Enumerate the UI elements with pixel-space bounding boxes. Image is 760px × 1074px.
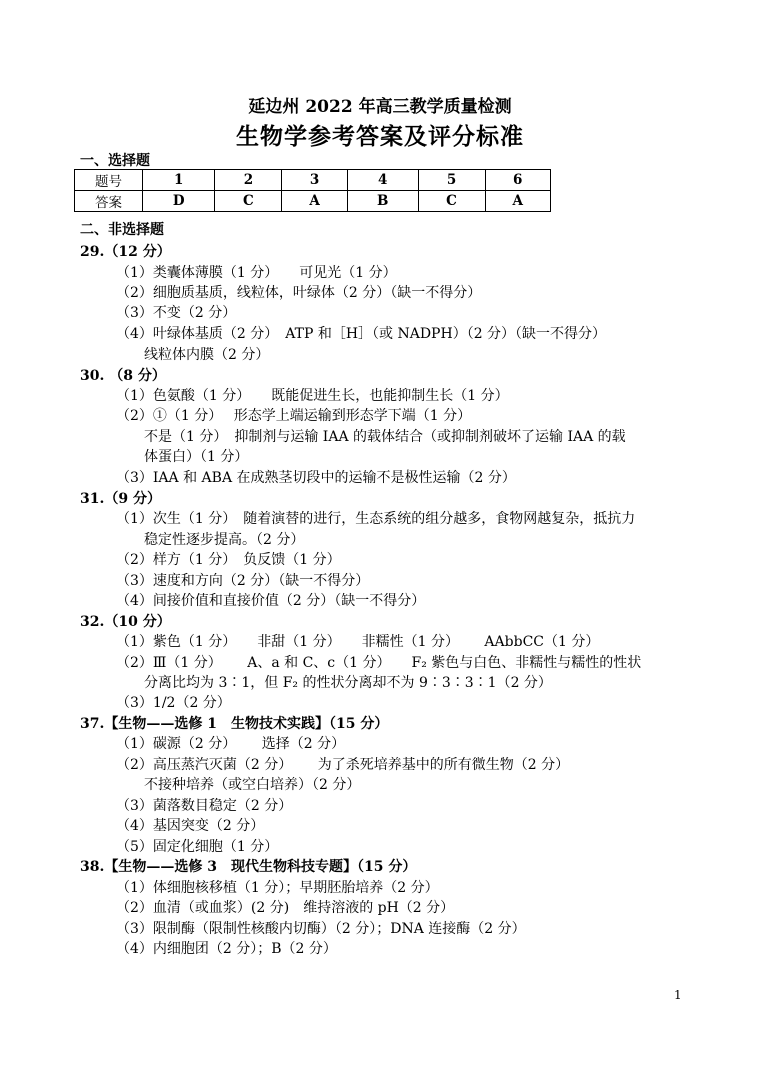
answer-line: 分离比均为 3∶1，但 F₂ 的性状分离却不为 9∶3∶3∶1（2 分） <box>144 675 552 691</box>
document-subtitle: 生物学参考答案及评分标准 <box>236 123 524 150</box>
question-32-heading: 32.（10 分） <box>80 614 171 630</box>
answer-line: （3）菌落数目稳定（2 分） <box>116 798 293 814</box>
answer-line: （2）细胞质基质，线粒体，叶绿体（2 分）（缺一不得分） <box>116 285 482 301</box>
answer-line: （2）高压蒸汽灭菌（2 分） 为了杀死培养基中的所有微生物（2 分） <box>116 757 570 773</box>
answer-line: （2）血清（或血浆）(2 分) 维持溶液的 pH（2 分） <box>116 900 455 916</box>
page-number: 1 <box>674 988 682 1002</box>
table-cell: A <box>485 191 550 212</box>
table-cell: A <box>282 191 347 212</box>
section-heading-choice: 一、选择题 <box>80 153 150 169</box>
question-37-heading: 37.【生物——选修 1 生物技术实践】（15 分） <box>80 716 389 732</box>
table-cell: D <box>143 191 215 212</box>
answer-line: （1）碳源（2 分） 选择（2 分） <box>116 736 346 752</box>
table-cell: 6 <box>485 170 550 191</box>
table-cell: 1 <box>143 170 215 191</box>
answer-line: （3）速度和方向（2 分）（缺一不得分） <box>116 573 370 589</box>
answer-line: （2）样方（1 分） 负反馈（1 分） <box>116 552 341 568</box>
table-cell: 2 <box>215 170 282 191</box>
section-heading-nonchoice: 二、非选择题 <box>80 222 164 238</box>
table-cell: C <box>215 191 282 212</box>
answer-line: 体蛋白）（1 分） <box>144 449 249 465</box>
table-cell: 4 <box>347 170 418 191</box>
question-38-heading: 38.【生物——选修 3 现代生物科技专题】（15 分） <box>80 859 417 875</box>
question-29-heading: 29.（12 分） <box>80 244 171 260</box>
answer-line: 线粒体内膜（2 分） <box>144 347 270 363</box>
answer-line: 稳定性逐步提高。（2 分） <box>144 532 305 548</box>
answer-line: （4）叶绿体基质（2 分） ATP 和［H］（或 NADPH）（2 分）（缺一不得分） <box>116 326 607 342</box>
question-30-heading: 30. （8 分） <box>80 368 166 384</box>
table-cell: 5 <box>418 170 485 191</box>
answer-line: 不是（1 分） 抑制剂与运输 IAA 的载体结合（或抑制剂破坏了运输 IAA 的载 <box>144 429 626 445</box>
answer-line: （4）内细胞团（2 分）；B（2 分） <box>116 941 337 957</box>
table-row <box>75 191 551 212</box>
document-title: 延边州 2022 年高三教学质量检测 <box>248 97 512 117</box>
table-row-head: 题号 <box>75 170 143 191</box>
answer-line: （3）IAA 和 ABA 在成熟茎切段中的运输不是极性运输（2 分） <box>116 470 516 486</box>
table-row <box>75 170 551 191</box>
answer-line: （5）固定化细胞（1 分） <box>116 839 279 855</box>
answer-line: （3）1/2（2 分） <box>116 695 231 711</box>
table-cell: C <box>418 191 485 212</box>
answer-line: （4）基因突变（2 分） <box>116 818 265 834</box>
answer-line: （2）Ⅲ（1 分） A、a 和 C、c（1 分） F₂ 紫色与白色、非糯性与糯性的性状 <box>116 655 642 671</box>
answer-line: （2）①（1 分） 形态学上端运输到形态学下端（1 分） <box>116 408 472 424</box>
question-31-heading: 31.（9 分） <box>80 491 161 507</box>
answer-line: （4）间接价值和直接价值（2 分）（缺一不得分） <box>116 593 426 609</box>
answer-line: （1）类囊体薄膜（1 分） 可见光（1 分） <box>116 265 397 281</box>
answer-table <box>74 169 551 212</box>
answer-line: （1）紫色（1 分） 非甜（1 分） 非糯性（1 分） AAbbCC（1 分） <box>116 634 600 650</box>
table-row-head: 答案 <box>75 191 143 212</box>
table-cell: B <box>347 191 418 212</box>
answer-line: （1）色氨酸（1 分） 既能促进生长，也能抑制生长（1 分） <box>116 388 509 404</box>
answer-line: （3）不变（2 分） <box>116 305 237 321</box>
answer-line: （1）体细胞核移植（1 分）；早期胚胎培养（2 分） <box>116 880 439 896</box>
answer-line: （3）限制酶（限制性核酸内切酶）（2 分）；DNA 连接酶（2 分） <box>116 921 526 937</box>
answer-line: （1）次生（1 分） 随着演替的进行，生态系统的组分越多，食物网越复杂，抵抗力 <box>116 511 636 527</box>
table-cell: 3 <box>282 170 347 191</box>
answer-line: 不接种培养（或空白培养）（2 分） <box>144 777 361 793</box>
